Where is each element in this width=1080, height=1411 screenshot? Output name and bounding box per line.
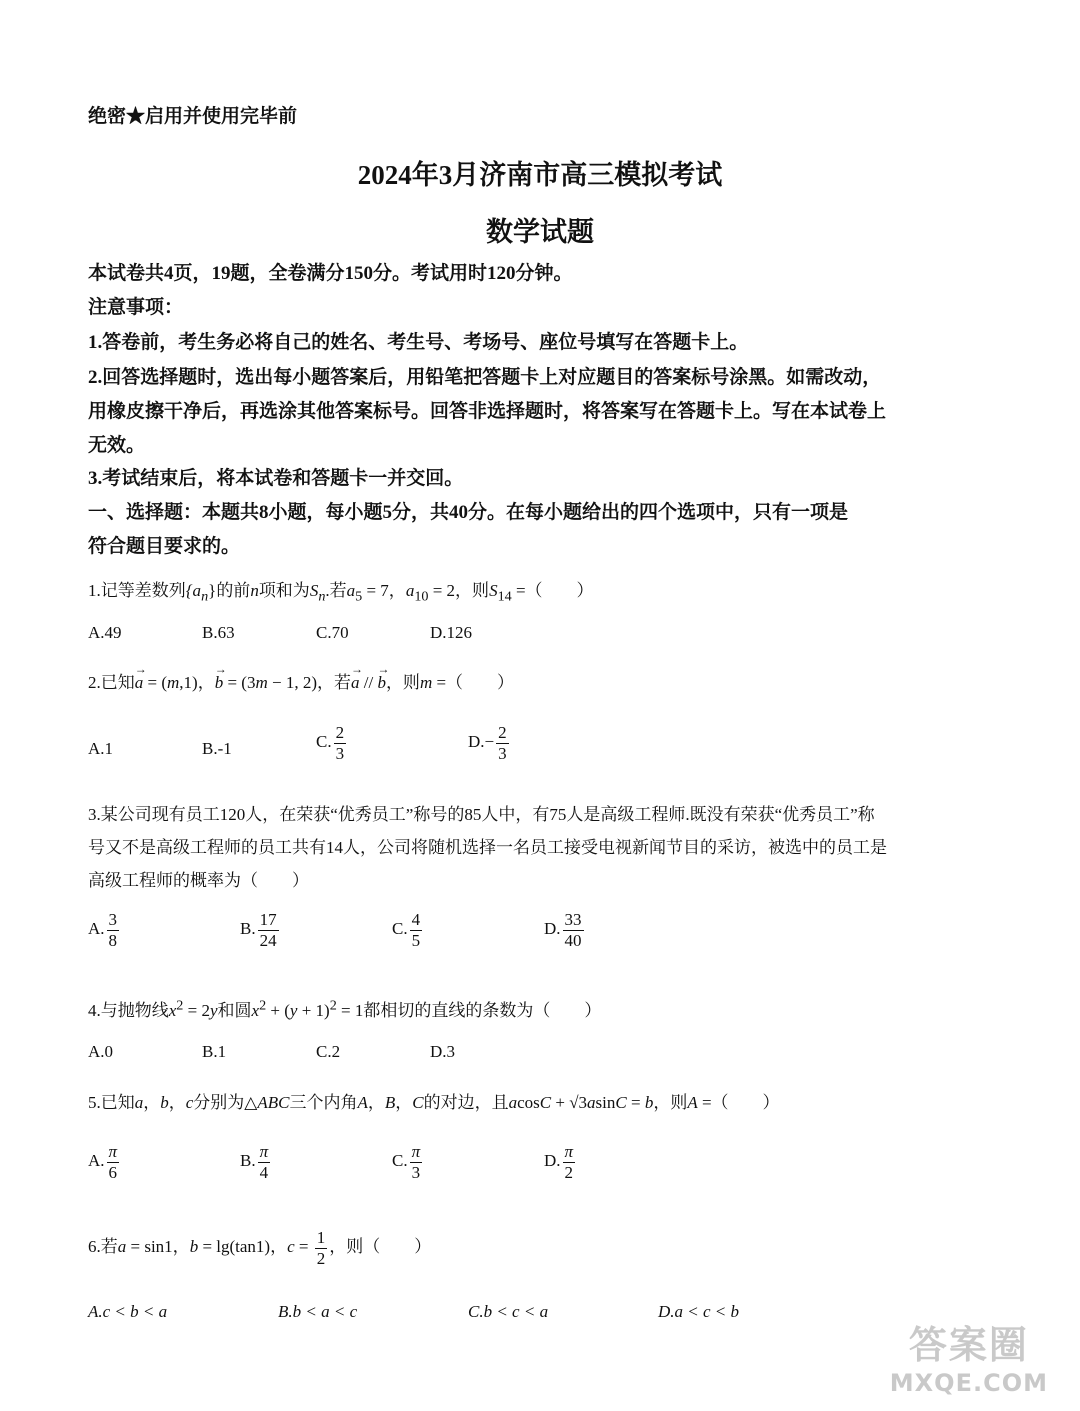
q3-option-d: D. $\frac{33}{40}$ bbox=[544, 910, 582, 950]
section-heading-line-1: 一、选择题：本题共8小题，每小题5分，共40分。在每小题给出的四个选项中，只有一项是 bbox=[88, 502, 849, 523]
confidential-note: 绝密★启用并使用完毕前 bbox=[88, 106, 298, 127]
q6-option-b: B.b < a < c bbox=[278, 1302, 358, 1321]
note-item-1: 1.答卷前，考生务必将自己的姓名、考生号、考场号、座位号填写在答题卡上。 bbox=[88, 332, 749, 353]
q1-option-d: D.126 bbox=[430, 623, 473, 642]
q6-option-d: D.a < c < b bbox=[658, 1302, 740, 1321]
q2-option-b: B.-1 bbox=[202, 739, 232, 758]
q6-option-a: A.c < b < a bbox=[88, 1302, 168, 1321]
question-3-line-2: 号又不是高级工程师的员工共有14人，公司将随机选择一名员工接受电视新闻节目的采访，被选中的员工是 bbox=[88, 838, 887, 857]
q1-option-b: B.63 bbox=[202, 623, 235, 642]
q4-option-d: D.3 bbox=[430, 1042, 456, 1061]
q5-option-b: B. $\frac{\pi}{4}$ bbox=[240, 1142, 269, 1182]
q4-option-c: C.2 bbox=[316, 1042, 341, 1061]
exam-subtitle: 数学试题 bbox=[486, 217, 594, 247]
exam-title: 2024年3月济南市高三模拟考试 bbox=[357, 160, 723, 190]
q5-option-c: C. $\frac{\pi}{3}$ bbox=[392, 1142, 421, 1182]
question-3-line-1: 3.某公司现有员工120人，在荣获“优秀员工”称号的85人中，有75人是高级工程师.既没有荣获“优秀员工”称 bbox=[88, 805, 875, 824]
watermark-text: 答案圈 bbox=[908, 1323, 1029, 1367]
q2-option-a: A.1 bbox=[88, 739, 114, 758]
question-5: 5.已知a，b，c分别为△ABC三个内角A，B，C的对边，且acosC + √3asinC = b，则A =（ ） bbox=[88, 1093, 780, 1112]
q1-option-a: A.49 bbox=[88, 623, 122, 642]
section-heading-line-2: 符合题目要求的。 bbox=[88, 536, 241, 557]
q6-option-c: C.b < c < a bbox=[468, 1302, 549, 1321]
q4-option-b: B.1 bbox=[202, 1042, 227, 1061]
watermark-url: MXQE.COM bbox=[889, 1369, 1048, 1397]
question-3-line-3: 高级工程师的概率为（ ） bbox=[88, 871, 309, 890]
watermark-logo bbox=[890, 1314, 1048, 1397]
q1-option-c: C.70 bbox=[316, 623, 349, 642]
q5-option-a: A. $\frac{\pi}{6}$ bbox=[88, 1142, 118, 1182]
q3-option-a: A. $\frac{3}{8}$ bbox=[88, 910, 118, 950]
note-item-3: 3.考试结束后，将本试卷和答题卡一并交回。 bbox=[88, 468, 464, 489]
q4-option-a: A.0 bbox=[88, 1042, 114, 1061]
note-item-2-line-3: 无效。 bbox=[88, 435, 146, 456]
exam-summary: 本试卷共4页，19题，全卷满分150分。考试用时120分钟。 bbox=[88, 263, 573, 284]
question-1: 1.记等差数列$\{a_n\}$的前n项和为$S_n$.若$a_5 = 7$，$a_{10} = 2$，则$S_{14}$ =（ ） bbox=[88, 581, 594, 605]
q3-option-c: C. $\frac{4}{5}$ bbox=[392, 910, 421, 950]
note-item-2-line-2: 用橡皮擦干净后，再选涂其他答案标号。回答非选择题时，将答案写在答题卡上。写在本试卷上 bbox=[88, 401, 887, 422]
q2-option-c: C. $\frac{2}{3}$ bbox=[316, 723, 345, 763]
question-6: 6.若a = sin1，b = lg(tan1)，c = $\frac{1}{2}$ ，则（ ） bbox=[88, 1228, 432, 1268]
q5-option-d: D. $\frac{\pi}{2}$ bbox=[544, 1142, 574, 1182]
notes-heading: 注意事项： bbox=[88, 297, 184, 318]
question-4: 4.与抛物线$x^2 = 2y$和圆$x^2 + (y + 1)^2 = 1$都相切的直线的条数为（ ） bbox=[88, 997, 602, 1020]
question-2: 2.已知a → = (m,1)，b → = (3m − 1, 2)，若a → // b → ，则m =（ ） bbox=[88, 662, 515, 692]
q2-option-d: D.− $\frac{2}{3}$ bbox=[468, 723, 507, 763]
note-item-2-line-1: 2.回答选择题时，选出每小题答案后，用铅笔把答题卡上对应题目的答案标号涂黑。如需改动， bbox=[88, 367, 882, 388]
q3-option-b: B. $\frac{17}{24}$ bbox=[240, 910, 277, 950]
